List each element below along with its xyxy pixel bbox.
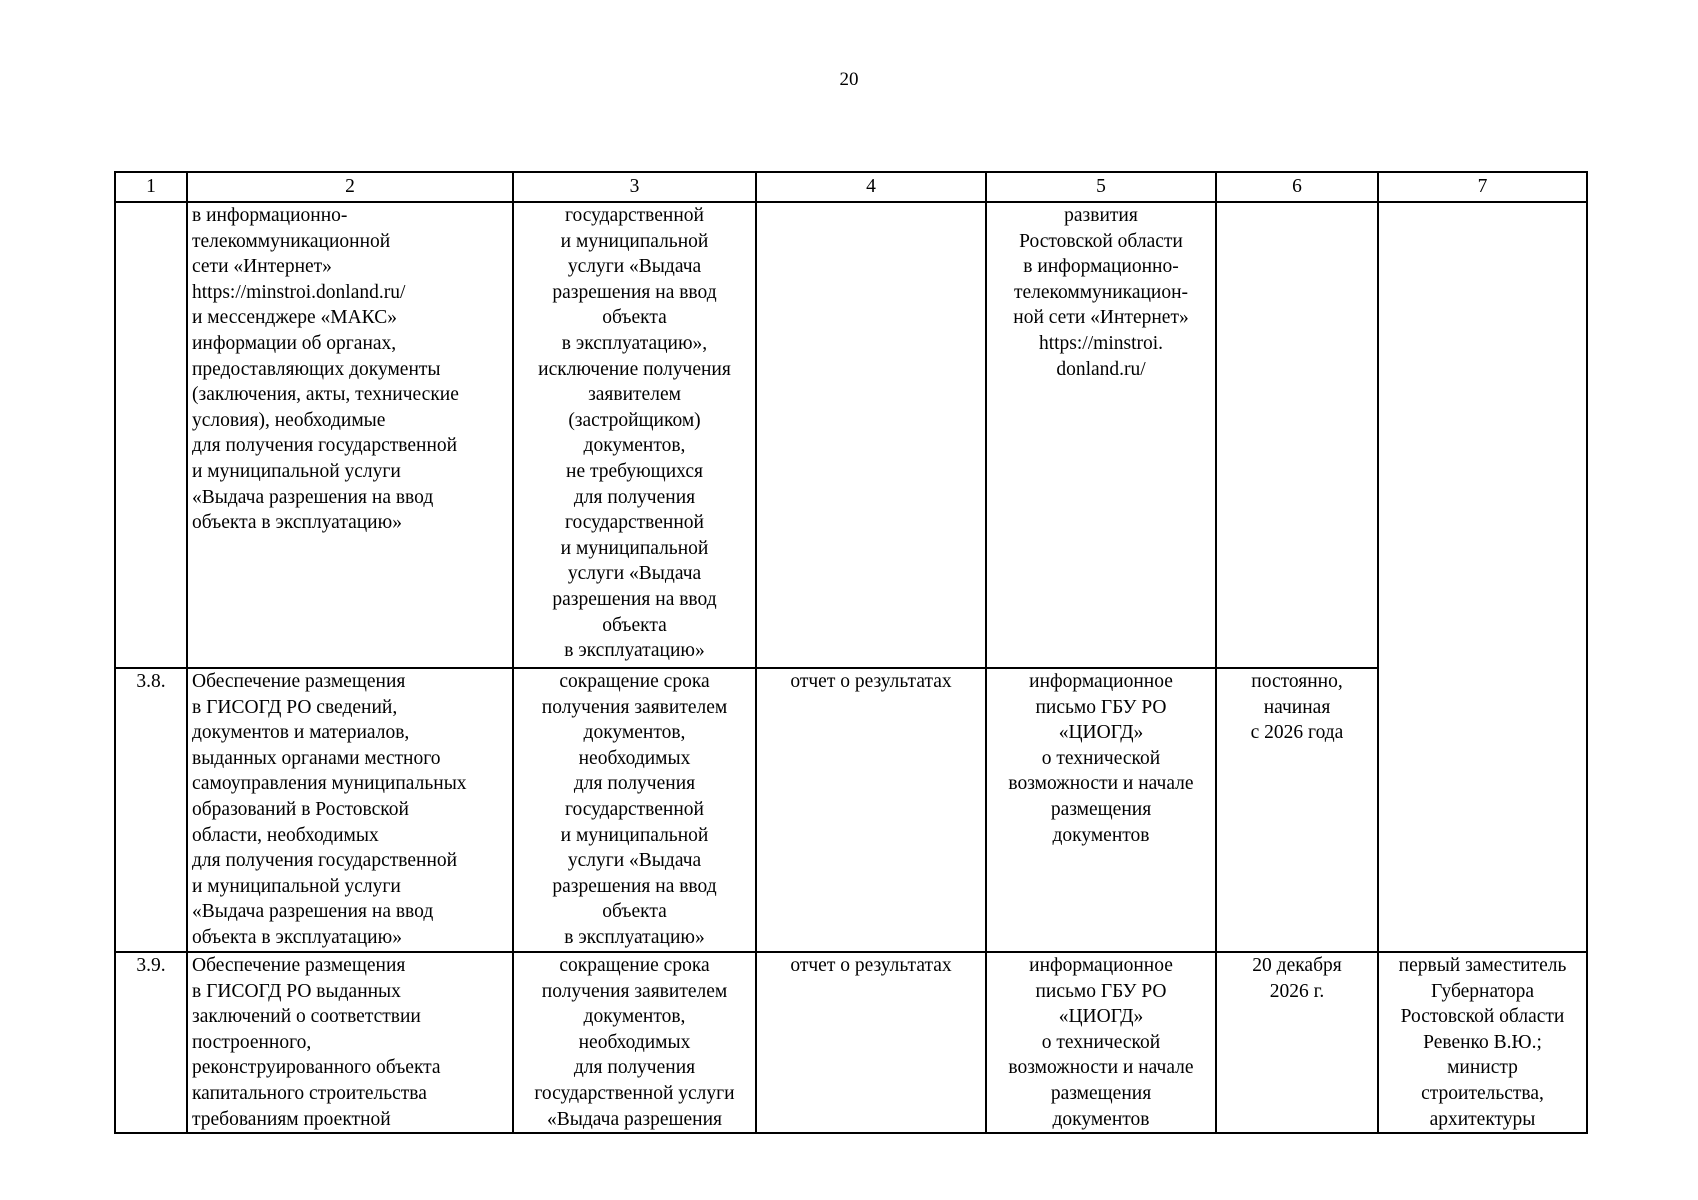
measure-cell: в информационно- телекоммуникационной сети «Интернет» https://minstroi.donland.ru/ и мессенджере «МАКС» информации об органах, предоставляющих документы (заключения, акты, технические условия), необходимые для получения государственной и муниципальной услуги «Выдача разрешения на ввод объекта в эксплуатацию» bbox=[187, 202, 513, 668]
column-header: 6 bbox=[1216, 172, 1378, 202]
page-number: 20 bbox=[839, 69, 859, 90]
report-cell bbox=[756, 202, 986, 668]
row-number: 3.9. bbox=[115, 952, 187, 1133]
table-row bbox=[115, 202, 1587, 668]
column-header: 3 bbox=[513, 172, 756, 202]
result-cell: государственной и муниципальной услуги «Выдача разрешения на ввод объекта в эксплуатацию», исключение получения заявителем (застройщиком) документов, не требующихся для получения государственной и муниципальной услуги «Выдача разрешения на ввод объекта в эксплуатацию» bbox=[513, 202, 756, 668]
confirm-cell: информационное письмо ГБУ РО «ЦИОГД» о технической возможности и начале размещения документов bbox=[986, 952, 1216, 1133]
measure-cell: Обеспечение размещения в ГИСОГД РО выданных заключений о соответствии построенного, реконструированного объекта капитального строительства требованиям проектной bbox=[187, 952, 513, 1133]
report-cell: отчет о результатах bbox=[756, 952, 986, 1133]
result-cell: сокращение срока получения заявителем документов, необходимых для получения государственной услуги «Выдача разрешения bbox=[513, 952, 756, 1133]
table-header-row bbox=[115, 172, 1587, 202]
row-number bbox=[115, 202, 187, 668]
report-cell: отчет о результатах bbox=[756, 668, 986, 952]
column-header: 2 bbox=[187, 172, 513, 202]
table-row bbox=[115, 952, 1587, 1133]
measures-table bbox=[114, 171, 1588, 1134]
table-row bbox=[115, 668, 1587, 952]
column-header: 4 bbox=[756, 172, 986, 202]
column-header: 1 bbox=[115, 172, 187, 202]
measure-cell: Обеспечение размещения в ГИСОГД РО сведений, документов и материалов, выданных органами местного самоуправления муниципальных образований в Ростовской области, необходимых для получения государственной и муниципальной услуги «Выдача разрешения на ввод объекта в эксплуатацию» bbox=[187, 668, 513, 952]
confirm-cell: информационное письмо ГБУ РО «ЦИОГД» о технической возможности и начале размещения документов bbox=[986, 668, 1216, 952]
result-cell: сокращение срока получения заявителем документов, необходимых для получения государственной и муниципальной услуги «Выдача разрешения на ввод объекта в эксплуатацию» bbox=[513, 668, 756, 952]
deadline-cell: постоянно, начиная с 2026 года bbox=[1216, 668, 1378, 952]
row-number: 3.8. bbox=[115, 668, 187, 952]
column-header: 5 bbox=[986, 172, 1216, 202]
responsible-cell bbox=[1378, 202, 1587, 952]
column-header: 7 bbox=[1378, 172, 1587, 202]
confirm-cell: развития Ростовской области в информационно- телекоммуникацион- ной сети «Интернет» https://minstroi. donland.ru/ bbox=[986, 202, 1216, 668]
deadline-cell bbox=[1216, 202, 1378, 668]
deadline-cell: 20 декабря 2026 г. bbox=[1216, 952, 1378, 1133]
responsible-cell: первый заместитель Губернатора Ростовской области Ревенко В.Ю.; министр строительства, архитектуры bbox=[1378, 952, 1587, 1133]
